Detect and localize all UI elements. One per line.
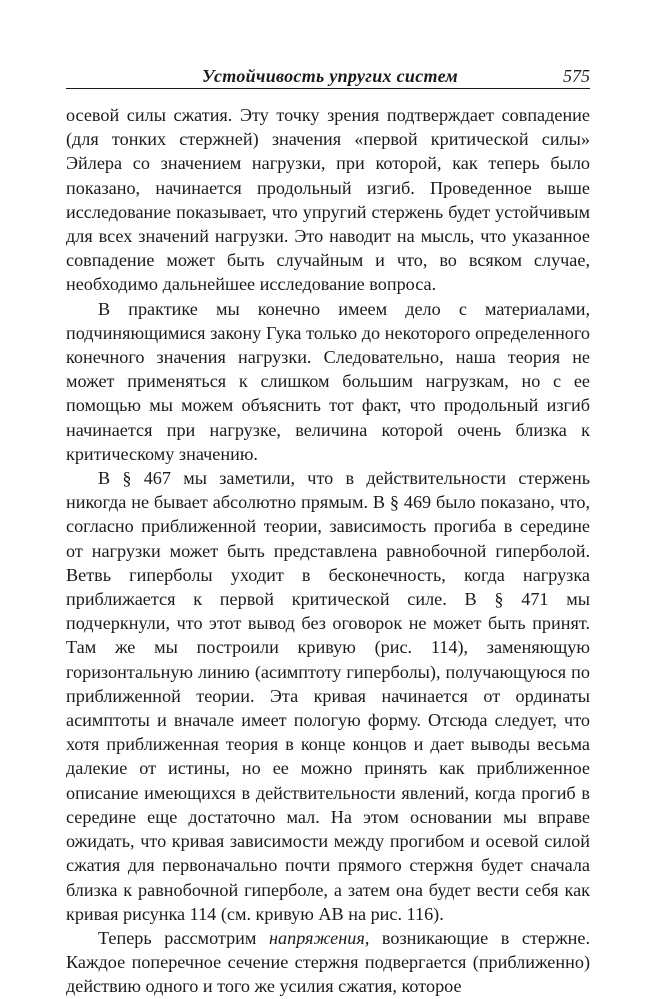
page-number: 575 — [563, 66, 590, 86]
paragraph-continuation: осевой силы сжатия. Эту точку зрения подтверждает совпадение (для тонких стержней) значения «первой критической силы» Эйлера со значением нагрузки, при которой, как теперь было показано, начинается продольный изгиб. Проведенное выше исследование показывает, что упругий стержень будет устойчивым для всех значений нагрузки. Это наводит на мысль, что указанное совпадение может быть случайным и что, во всяком случае, необходимо дальнейшее исследование вопроса. — [66, 105, 590, 295]
paragraph-hyperbola: В § 467 мы заметили, что в действительности стержень никогда не бывает абсолютно прямым. В § 469 было показано, что, согласно приближенной теории, зависимость прогиба в середине от нагрузки может быть представлена равнобочной гиперболой. Ветвь гиперболы уходит в бесконечность, когда нагрузка приближается к первой критической силе. В § 471 мы подчеркнули, что этот вывод без оговорок не может быть принят. Там же мы построили кривую (рис. 114), заменяющую горизонтальную линию (асимптоту гиперболы), получающуюся по приближенной теории. Эта кривая начинается от ординаты асимптоты и вначале имеет пологую форму. Отсюда следует, что хотя приближенная теория в конце концов и дает выводы весьма далекие от истины, но ее можно принять как приближенное описание имеющихся в действительности явлений, когда прогиб в середине еще достаточно мал. На этом основании мы вправе ожидать, что кривая зависимости между прогибом и осевой силой сжатия для первоначально почти прямого стержня будет сначала близка к равнобочной гиперболе, а затем она будет вести себя как кривая рисунка 114 (см. кривую AB на рис. 116). — [66, 468, 590, 924]
running-header — [66, 60, 590, 89]
emphasized-term: напряжения — [268, 927, 365, 948]
paragraph-stresses-lead: Теперь рассмотрим — [98, 927, 269, 948]
body-text — [66, 103, 590, 999]
running-title: Устойчивость упругих систем — [202, 66, 459, 86]
paragraph-hooke-law: В практике мы конечно имеем дело с материалами, подчиняющимися закону Гука только до некоторого определенного конечного значения нагрузки. Следовательно, наша теория не может применяться к слишком большим нагрузкам, но с ее помощью мы можем объяснить тот факт, что продольный изгиб начинается при нагрузке, величина которой очень близка к критическому значению. — [66, 298, 590, 464]
paragraph-stresses-rest: , возникающие в стержне. Каждое поперечное сечение стержня подвергается (приближенно) действию одного и того же усилия сжатия, которое — [66, 927, 590, 997]
book-page — [66, 60, 590, 999]
paragraph-stresses — [66, 926, 590, 999]
